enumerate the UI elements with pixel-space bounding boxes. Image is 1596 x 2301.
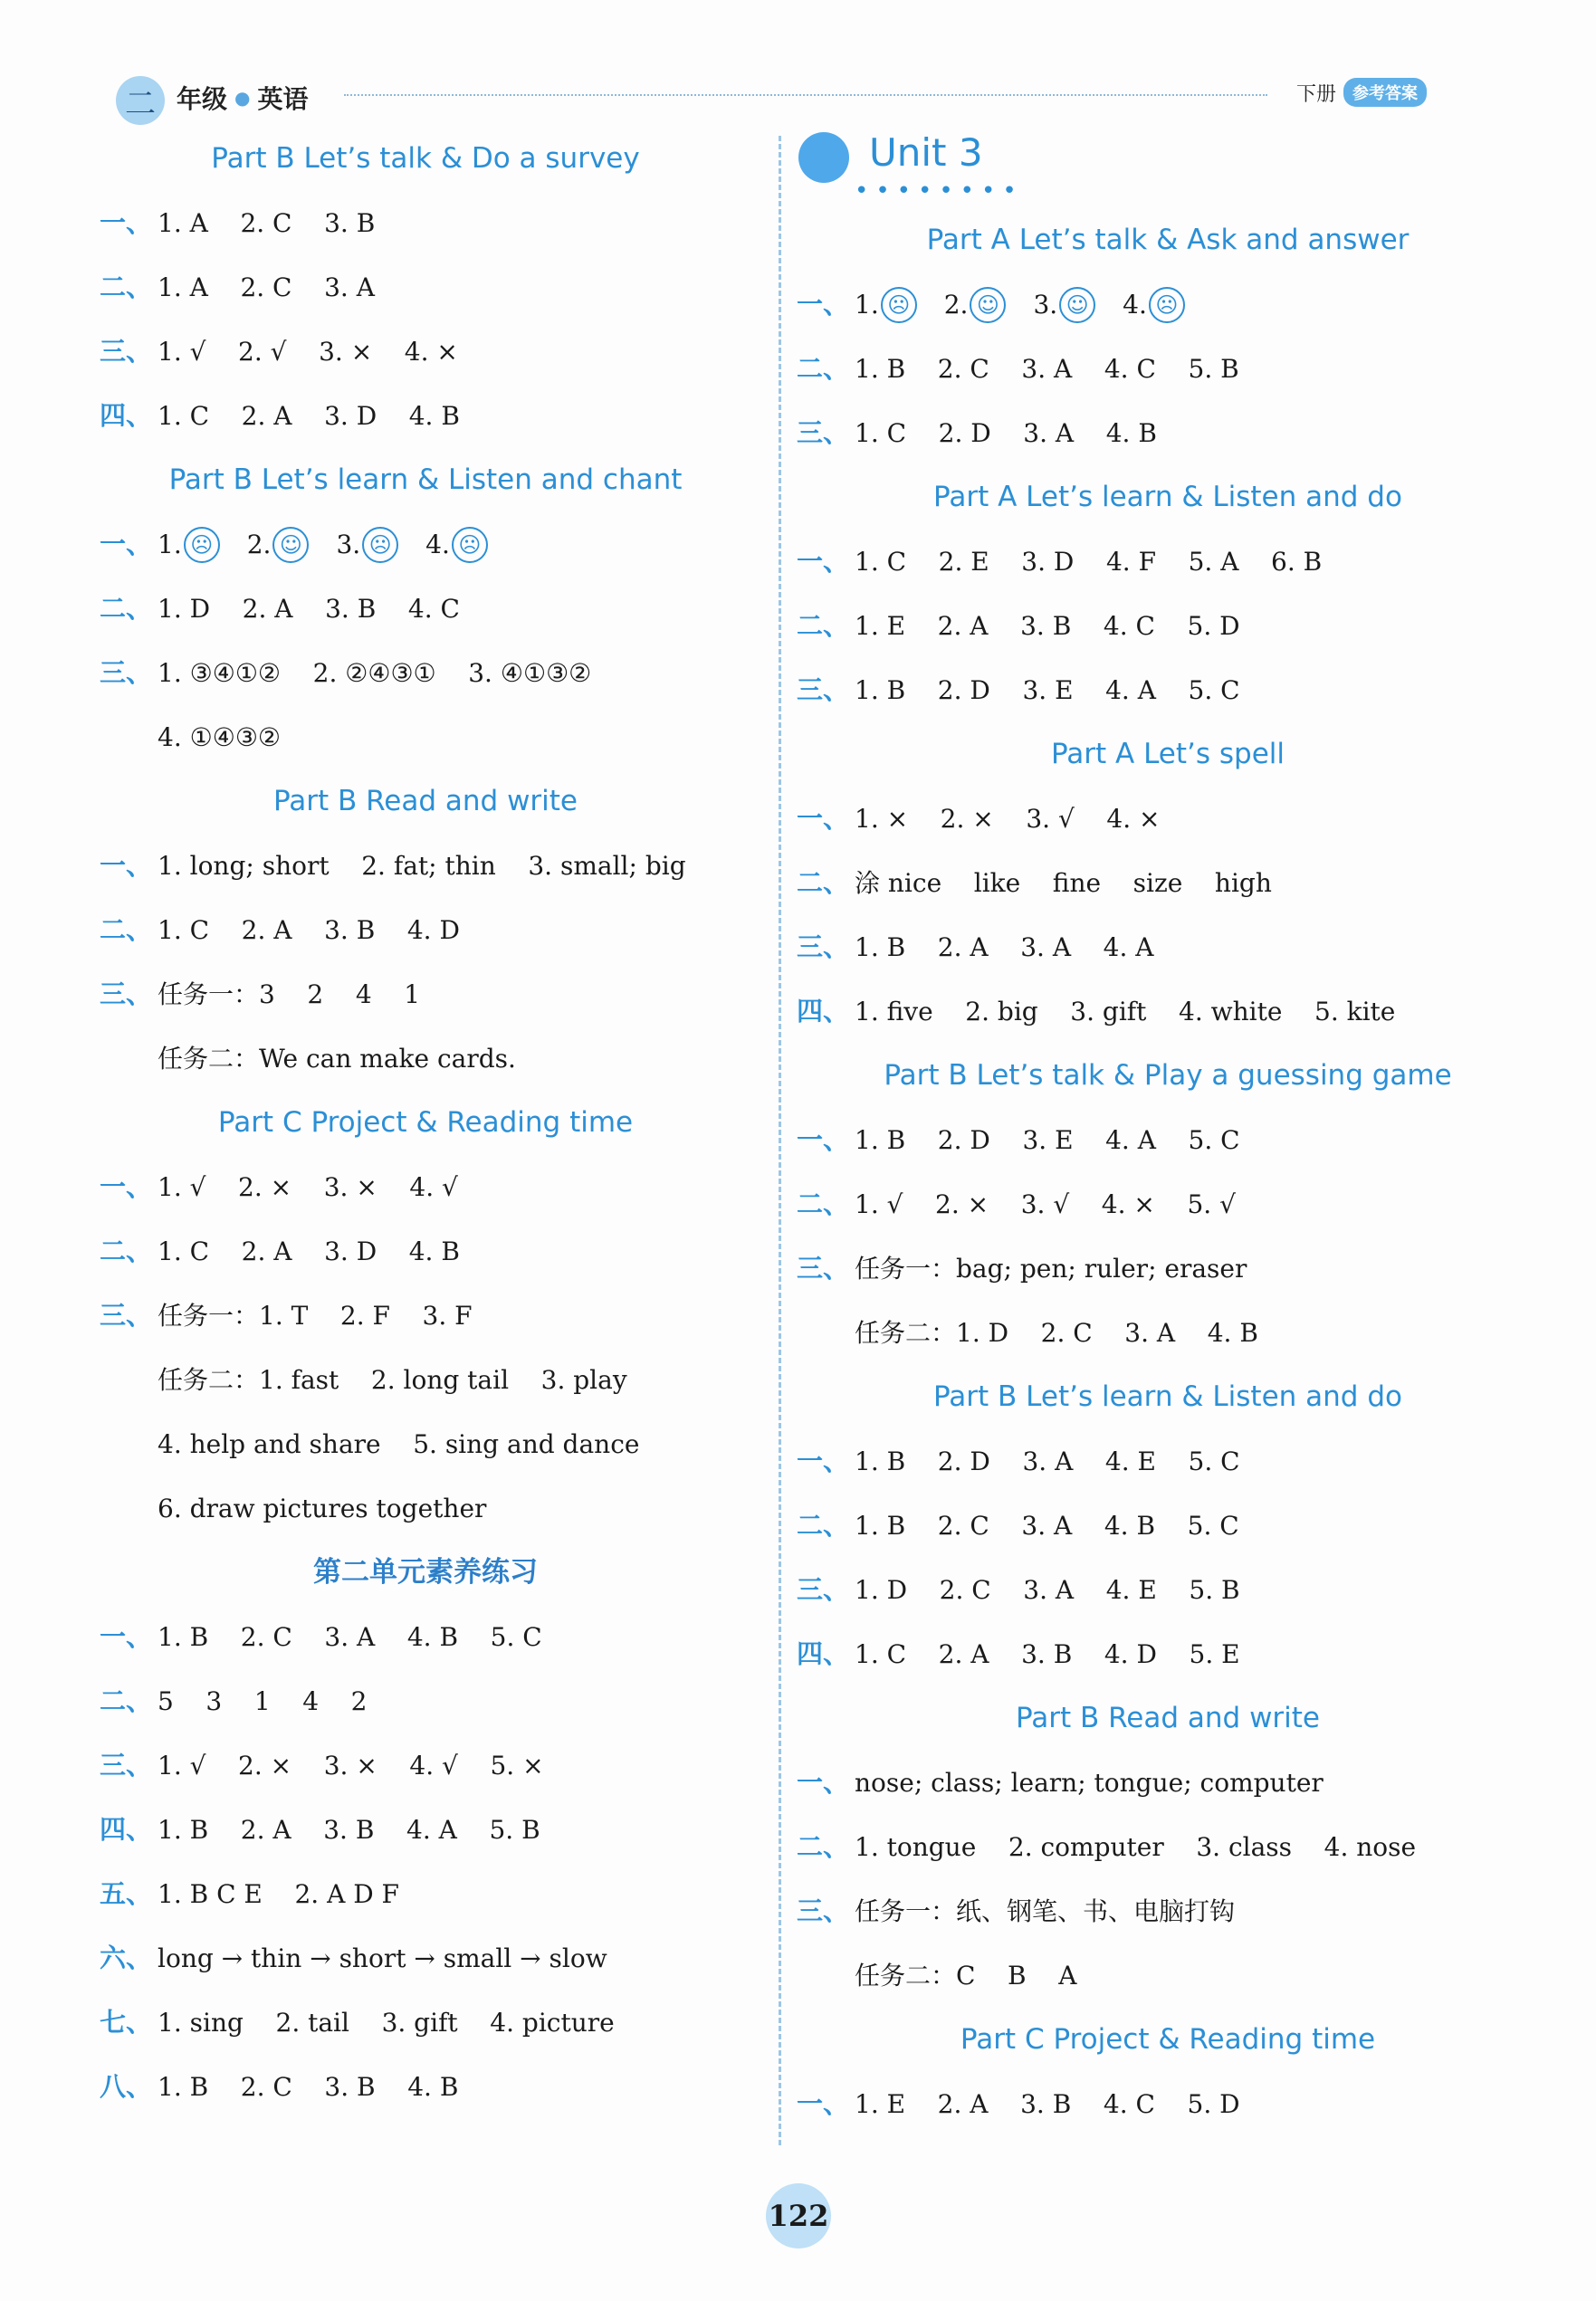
column-divider [779, 136, 781, 2145]
answer-row [797, 1172, 1539, 1236]
answer-row [797, 1751, 1539, 1815]
question-number: 三、 [797, 931, 850, 962]
item-number: 2. [246, 530, 272, 559]
answer-text: 1. B 2. D 3. E 4. A 5. C [855, 675, 1240, 705]
smiley-face-icon: ☺ [272, 527, 309, 563]
answer-row [100, 1284, 751, 1348]
answer-text: 1. C 2. A 3. D 4. B [158, 1236, 460, 1266]
answer-text: 1. B 2. A 3. B 4. A 5. B [158, 1815, 540, 1845]
answer-row [797, 979, 1539, 1044]
question-number: 一、 [797, 2088, 850, 2119]
section-title: Part B Read and write [1015, 1702, 1321, 1734]
question-number: 四、 [797, 996, 850, 1026]
item-number: 4. [425, 530, 450, 559]
unit-heading [797, 127, 1539, 208]
answer-text: 1. √ 2. × 3. × 4. √ 5. × [158, 1751, 544, 1781]
question-number: 一、 [797, 1124, 850, 1155]
question-number: 二、 [100, 914, 153, 945]
smiley-face-icon: ☺ [1059, 287, 1095, 323]
answer-row [100, 1991, 751, 2055]
answer-row [100, 1155, 751, 1219]
answer-continuation: 6. draw pictures together [158, 1494, 487, 1523]
section-title: Part A Let’s talk & Ask and answer [926, 224, 1410, 256]
item-number: 3. [336, 530, 361, 559]
answer-text: 1. five 2. big 3. gift 4. white 5. kite [855, 997, 1396, 1026]
answer-text: 1. B 2. D 3. A 4. E 5. C [855, 1446, 1240, 1476]
answer-row [100, 1733, 751, 1798]
section-unit2-review [100, 1541, 751, 2119]
answer-row [100, 1605, 751, 1669]
sad-face-icon: ☹ [881, 287, 917, 323]
question-number: 三、 [100, 979, 153, 1009]
question-number: 二、 [100, 272, 153, 302]
question-number: 二、 [797, 867, 850, 898]
question-number: 一、 [797, 1446, 850, 1476]
question-number: 一、 [797, 803, 850, 834]
answer-row [797, 1622, 1539, 1686]
section-talk-guessing [797, 1044, 1539, 1365]
question-number: 三、 [797, 674, 850, 705]
grade-subject-label [177, 80, 308, 116]
answer-text: 1. D 2. A 3. B 4. C [158, 594, 460, 624]
answer-row [100, 834, 751, 898]
section-learn-listen-a [797, 465, 1539, 722]
question-number: 一、 [100, 1621, 153, 1652]
question-number: 二、 [100, 593, 153, 624]
answer-continuation: 任务二：1. D 2. C 3. A 4. B [855, 1318, 1258, 1348]
unit-dots-decoration: •••••••• [855, 177, 1024, 205]
section-title: Part A Let’s spell [1050, 738, 1285, 770]
answer-row [100, 2055, 751, 2119]
section-title: Part C Project & Reading time [960, 2023, 1376, 2056]
question-number: 二、 [797, 1831, 850, 1862]
question-number: 一、 [100, 529, 153, 559]
answer-continuation: 任务二：We can make cards. [158, 1044, 516, 1074]
answer-text: 1. E 2. A 3. B 4. C 5. D [855, 611, 1240, 641]
question-number: 四、 [100, 1814, 153, 1845]
answer-row [100, 898, 751, 962]
subject-label: 英语 [257, 84, 309, 114]
smiley-face-icon: ☺ [970, 287, 1006, 323]
answer-row [797, 787, 1539, 851]
volume-text: 下册 [1296, 82, 1337, 106]
question-number: 三、 [100, 657, 153, 688]
section-title: Part C Project & Reading time [217, 1106, 634, 1139]
answer-text: 1. B 2. C 3. B 4. B [158, 2072, 459, 2102]
item-number: 1. [855, 290, 879, 320]
section-title: Part B Let’s talk & Do a survey [211, 142, 640, 175]
answer-row [797, 1494, 1539, 1558]
question-number: 一、 [100, 1171, 153, 1202]
answer-text: 任务一：1. T 2. F 3. F [158, 1301, 473, 1331]
question-number: 三、 [797, 417, 850, 448]
answer-row [100, 641, 751, 705]
answer-text: 1. C 2. A 3. B 4. D [158, 915, 460, 945]
answer-key-badge: 参考答案 [1343, 78, 1427, 107]
answer-text: 1. B 2. C 3. A 4. B 5. C [855, 1511, 1239, 1541]
answer-text: 1. B 2. C 3. A 4. C 5. B [855, 354, 1239, 384]
answer-row [797, 1879, 1539, 1943]
answer-row [100, 191, 751, 255]
answer-text: 1. C 2. A 3. B 4. D 5. E [855, 1639, 1240, 1669]
page-header [0, 0, 1596, 127]
answer-text: 1. A 2. C 3. B [158, 208, 376, 238]
section-project-reading [100, 1091, 751, 1541]
answer-row [797, 915, 1539, 979]
answer-text: nose; class; learn; tongue; computer [855, 1768, 1324, 1798]
answer-row [100, 384, 751, 448]
answer-row [100, 1926, 751, 1991]
right-column [797, 127, 1539, 2136]
answer-row [797, 1236, 1539, 1301]
question-number: 一、 [797, 546, 850, 577]
answer-text: 任务一：3 2 4 1 [158, 979, 421, 1009]
section-project-reading-c [797, 2008, 1539, 2136]
grade-badge: 二 [116, 76, 165, 125]
question-number: 七、 [100, 2007, 153, 2038]
answer-text: 1. B 2. D 3. E 4. A 5. C [855, 1125, 1240, 1155]
section-read-write-b [797, 1686, 1539, 2008]
answer-continuation: 任务二：1. fast 2. long tail 3. play [158, 1365, 627, 1395]
question-number: 二、 [797, 1510, 850, 1541]
answer-row [100, 577, 751, 641]
answer-row [797, 1108, 1539, 1172]
item-number: 3. [1033, 290, 1058, 320]
section-title: Part B Read and write [272, 785, 578, 817]
answer-text: 1. tongue 2. computer 3. class 4. nose [855, 1832, 1417, 1862]
section-read-write [100, 769, 751, 1091]
answer-text: 1. C 2. D 3. A 4. B [855, 418, 1157, 448]
question-number: 三、 [100, 1750, 153, 1781]
answer-text: 1. C 2. A 3. D 4. B [158, 401, 460, 431]
answer-text: 涂 nice like fine size high [855, 868, 1272, 898]
question-number: 八、 [100, 2071, 153, 2102]
question-number: 三、 [797, 1895, 850, 1926]
sad-face-icon: ☹ [184, 527, 220, 563]
item-number: 2. [943, 290, 969, 320]
answer-text: 5 3 1 4 2 [158, 1686, 368, 1716]
sad-face-icon: ☹ [452, 527, 488, 563]
answer-row [797, 658, 1539, 722]
answer-row [797, 2072, 1539, 2136]
header-rule [344, 94, 1267, 96]
section-spell [797, 722, 1539, 1044]
face-answer-row [797, 272, 1539, 337]
question-number: 四、 [797, 1638, 850, 1669]
section-talk-survey [100, 127, 751, 448]
answer-row [797, 337, 1539, 401]
volume-label [1296, 78, 1427, 107]
answer-row [797, 1815, 1539, 1879]
answer-continuation: 4. ①④③② [158, 722, 282, 752]
answer-text: 1. D 2. C 3. A 4. E 5. B [855, 1575, 1240, 1605]
question-number: 五、 [100, 1878, 153, 1909]
section-title: 第二单元素养练习 [313, 1556, 538, 1589]
question-number: 二、 [100, 1685, 153, 1716]
question-number: 一、 [100, 850, 153, 881]
unit-title: Unit 3 [869, 130, 983, 175]
answer-text: 1. long; short 2. fat; thin 3. small; big [158, 851, 686, 881]
answer-row [797, 851, 1539, 915]
answer-continuation: 4. help and share 5. sing and dance [158, 1429, 640, 1459]
answer-row [797, 1558, 1539, 1622]
answer-text: 1. B 2. A 3. A 4. A [855, 932, 1154, 962]
question-number: 一、 [797, 1767, 850, 1798]
item-number: 4. [1123, 290, 1147, 320]
question-number: 三、 [797, 1574, 850, 1605]
question-number: 一、 [797, 289, 850, 320]
question-number: 二、 [100, 1236, 153, 1266]
question-number: 六、 [100, 1943, 153, 1973]
question-number: 三、 [797, 1253, 850, 1284]
answer-row [100, 320, 751, 384]
answer-text: 1. √ 2. × 3. × 4. √ [158, 1172, 458, 1202]
left-column [100, 127, 751, 2119]
answer-row [100, 1219, 751, 1284]
answer-text: 1. A 2. C 3. A [158, 272, 375, 302]
answer-row [100, 1669, 751, 1733]
answer-text: long → thin → short → small → slow [158, 1943, 607, 1973]
question-number: 二、 [797, 1189, 850, 1219]
question-number: 三、 [100, 336, 153, 367]
answer-row [797, 594, 1539, 658]
answer-row [797, 401, 1539, 465]
sad-face-icon: ☹ [1149, 287, 1185, 323]
answer-text: 任务一：纸、钢笔、书、电脑打钩 [855, 1896, 1236, 1926]
grade-label: 年级 [177, 84, 228, 114]
answer-text: 1. × 2. × 3. √ 4. × [855, 804, 1161, 834]
answer-row [797, 1429, 1539, 1494]
sad-face-icon: ☹ [362, 527, 398, 563]
answer-text: 任务一：bag; pen; ruler; eraser [855, 1254, 1247, 1284]
question-number: 二、 [797, 353, 850, 384]
answer-text: 1. sing 2. tail 3. gift 4. picture [158, 2008, 615, 2038]
answer-row [100, 1862, 751, 1926]
answer-text: 1. √ 2. √ 3. × 4. × [158, 337, 458, 367]
section-learn-chant [100, 448, 751, 769]
answer-text: 1. E 2. A 3. B 4. C 5. D [855, 2089, 1240, 2119]
question-number: 四、 [100, 400, 153, 431]
page-number: 122 [766, 2183, 831, 2248]
answer-row [797, 530, 1539, 594]
answer-row [100, 255, 751, 320]
answer-row [100, 1798, 751, 1862]
answer-continuation: 任务二：C B A [855, 1961, 1077, 1991]
answer-text: 1. ③④①② 2. ②④③① 3. ④①③② [158, 658, 592, 688]
answer-text: 1. B 2. C 3. A 4. B 5. C [158, 1622, 542, 1652]
section-title: Part B Let’s talk & Play a guessing game [884, 1059, 1452, 1092]
item-number: 1. [158, 530, 182, 559]
separator-dot-icon: ● [234, 87, 251, 109]
question-number: 一、 [100, 207, 153, 238]
question-number: 二、 [797, 610, 850, 641]
answer-row [100, 962, 751, 1026]
unit-circle-icon [798, 132, 849, 183]
section-title: Part B Let’s learn & Listen and chant [168, 463, 683, 496]
answer-text: 1. C 2. E 3. D 4. F 5. A 6. B [855, 547, 1323, 577]
face-answer-row [100, 512, 751, 577]
question-number: 三、 [100, 1300, 153, 1331]
section-learn-listen-b [797, 1365, 1539, 1686]
section-title: Part B Let’s learn & Listen and do [933, 1380, 1402, 1413]
answer-text: 1. B C E 2. A D F [158, 1879, 399, 1909]
section-title: Part A Let’s learn & Listen and do [933, 481, 1402, 513]
section-talk-ask [797, 208, 1539, 465]
answer-text: 1. √ 2. × 3. √ 4. × 5. √ [855, 1189, 1236, 1219]
